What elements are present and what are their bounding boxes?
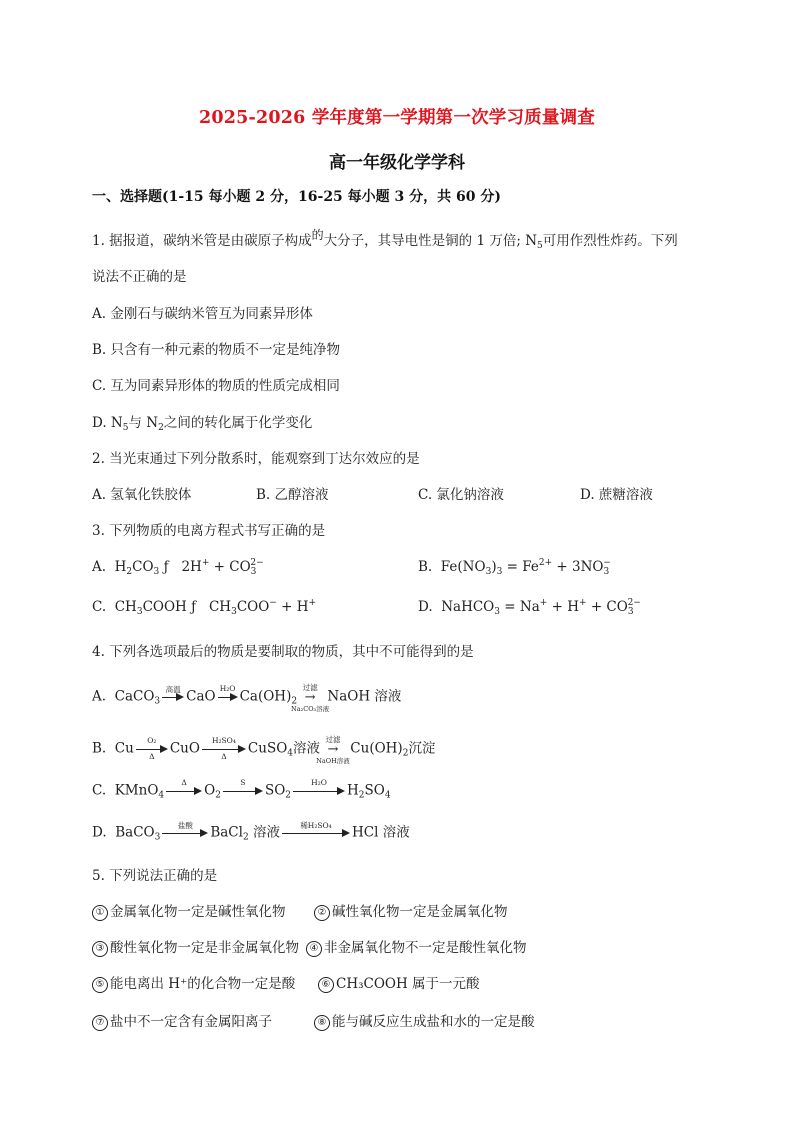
q4-option-a: A. CaCO$_3$ 高温 CaO H₂O $Ca(OH)_2$ 过滤 → Na₂CO₃溶液 NaOH 溶液 xyxy=(92,683,402,713)
q3-option-c: C. $CH_3COOH$ ƒ $CH_3COO^- + H^+$ xyxy=(92,598,317,617)
q1-option-a: A. 金刚石与碳纳米管互为同素异形体 xyxy=(92,306,313,322)
q5-item-1: ① 金属氧化物一定是碱性氧化物 xyxy=(92,900,286,921)
q4-option-d: D. BaCO$_3$ 盐酸 BaCl$_2$ 溶液 稀H₂SO₄ HCl 溶液 xyxy=(92,820,410,846)
q5-item-6: ⑥ CH₃COOH 属于一元酸 xyxy=(318,972,480,993)
q2-option-b: B. 乙醇溶液 xyxy=(256,487,329,503)
q1-option-c: C. 互为同素异形体的物质的性质完成相同 xyxy=(92,378,340,394)
q2-stem: 2. 当光束通过下列分散系时，能观察到丁达尔效应的是 xyxy=(92,451,420,467)
q1-stem: 1. 据报道，碳纳米管是由碳原子构成的大分子，其导电性是铜的 1 万倍; $N_5$可用作烈性炸药。下列 xyxy=(92,228,678,251)
exam-title: 2025-2026 学年度第一学期第一次学习质量调查 xyxy=(199,108,595,128)
q5-item-7: ⑦ 盐中不一定含有金属阳离子 xyxy=(92,1010,272,1031)
arrow: Δ xyxy=(166,778,202,804)
exam-subtitle: 高一年级化学学科 xyxy=(329,153,465,173)
arrow: 过滤 → Na₂CO₃溶液 xyxy=(291,683,330,713)
arrow: 高温 xyxy=(162,684,184,710)
q5-item-4: ④ 非金属氧化物不一定是酸性氧化物 xyxy=(306,936,527,957)
q1-stem-line2: 说法不正确的是 xyxy=(92,269,187,285)
arrow: H₂O xyxy=(293,778,345,804)
arrow: $\frac{\text{O₂}}{\Delta}$ xyxy=(136,736,168,762)
q2-option-c: C. 氯化钠溶液 xyxy=(418,487,504,503)
arrow: 盐酸 xyxy=(162,820,208,846)
q5-stem: 5. 下列说法正确的是 xyxy=(92,868,218,884)
q5-item-5: ⑤ 能电离出 H⁺的化合物一定是酸 xyxy=(92,972,295,993)
q4-stem: 4. 下列各选项最后的物质是要制取的物质，其中不可能得到的是 xyxy=(92,644,474,660)
arrow: S xyxy=(223,778,263,804)
arrow: 过滤 → NaOH溶液 xyxy=(316,735,350,765)
q5-item-3: ③ 酸性氧化物一定是非金属氧化物 xyxy=(92,936,299,957)
q5-item-2: ② 碱性氧化物一定是金属氧化物 xyxy=(314,900,508,921)
arrow: $\frac{\text{H₂SO₄}}{\Delta}$ xyxy=(202,736,246,762)
section-heading: 一、选择题(1-15 每小题 2 分，16-25 每小题 3 分，共 60 分) xyxy=(92,189,502,205)
q1-option-b: B. 只含有一种元素的物质不一定是纯净物 xyxy=(92,342,341,358)
q4-option-b: B. Cu $\frac{\text{O₂}}{\Delta}$ CuO $\frac{\text{H₂SO₄}}{\Delta}$ CuSO$_4$溶液 过滤 → NaOH溶液 $Cu(OH)_2$沉淀 xyxy=(92,735,436,765)
q3-stem: 3. 下列物质的电离方程式书写正确的是 xyxy=(92,523,326,539)
q1-option-d: D. $N_5$与 $N_2$之间的转化属于化学变化 xyxy=(92,415,313,433)
q2-option-d: D. 蔗糖溶液 xyxy=(580,487,653,503)
q2-option-a: A. 氢氧化铁胶体 xyxy=(92,487,192,503)
q3-option-a: A. $H_2CO_3$ ƒ $2H^+ + CO_3^{2-}$ xyxy=(92,558,264,577)
q5-item-8: ⑧ 能与碱反应生成盐和水的一定是酸 xyxy=(314,1010,535,1031)
arrow: H₂O xyxy=(218,684,238,710)
q4-option-c: C. KMnO$_4$ Δ $O_2$ S $SO_2$ H₂O $H_2SO_4$ xyxy=(92,778,391,804)
q3-option-b: B. $Fe(NO_3)_3 = Fe^{2+} + 3NO_3^-$ xyxy=(418,558,611,577)
q3-option-d: D. NaHCO$_3$ = $Na^+ + H^+ + CO_3^{2-}$ xyxy=(418,598,641,617)
arrow: 稀H₂SO₄ xyxy=(282,820,350,846)
